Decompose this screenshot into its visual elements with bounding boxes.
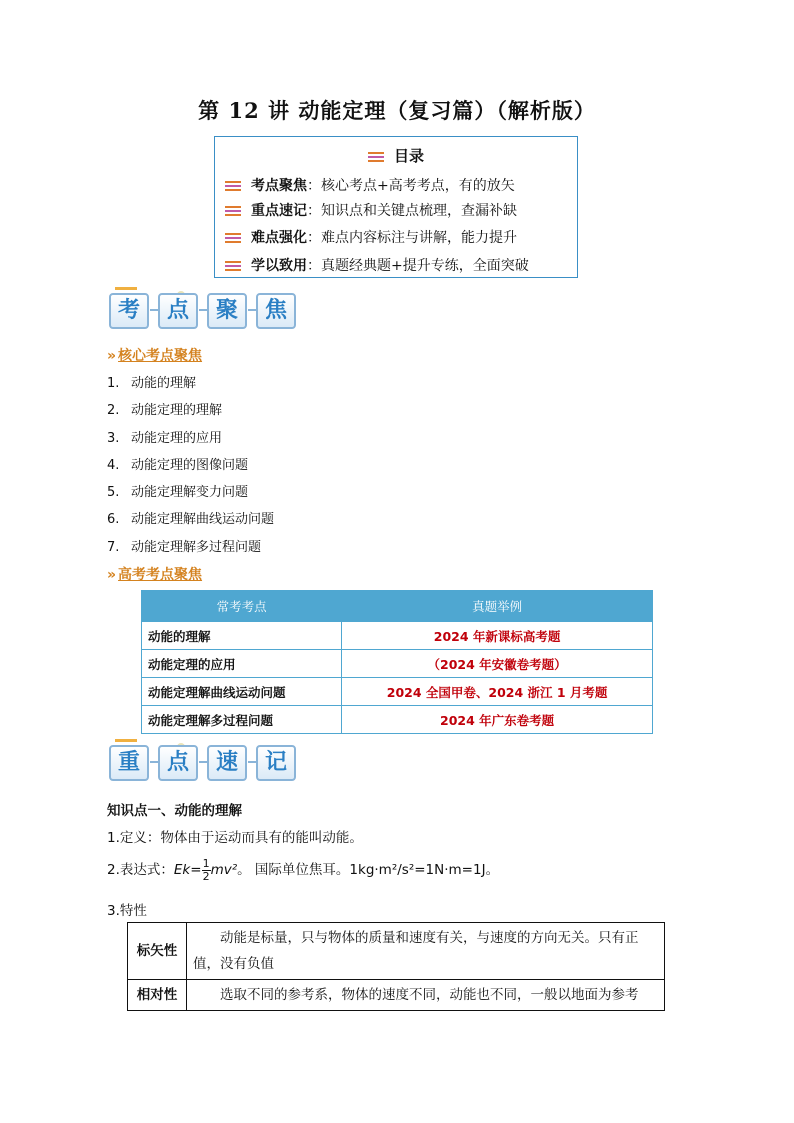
table-row: [142, 622, 653, 650]
toc-item: 考点聚焦：核心考点+高考考点，有的放矢: [225, 175, 515, 195]
table-header-row: [142, 591, 653, 622]
list-item: 1. 动能的理解: [107, 376, 197, 391]
list-item: 5. 动能定理解变力问题: [107, 485, 249, 501]
section-heading-core: » 核心考点聚焦: [107, 348, 203, 364]
exam-points-table: [141, 590, 653, 734]
knowledge-point-title: 知识点一、动能的理解: [107, 803, 242, 819]
table-cell: 2024 年广东卷考题: [342, 706, 653, 734]
banner-char: 速: [207, 745, 247, 781]
toc-item: 重点速记：知识点和关键点梳理，查漏补缺: [225, 200, 517, 220]
table-cell: 标矢性: [128, 923, 187, 980]
table-cell: 动能定理解多过程问题: [142, 706, 342, 734]
double-chevron-icon: »: [107, 348, 117, 364]
banner-char: 焦: [256, 293, 296, 329]
list-item: 4. 动能定理的图像问题: [107, 457, 249, 473]
fraction: $\frac{1}{2}$: [202, 856, 210, 883]
list-item: 3. 动能定理的应用: [107, 430, 223, 446]
table-of-contents: [214, 136, 578, 278]
table-cell: 动能定理解曲线运动问题: [142, 678, 342, 706]
table-cell: 动能是标量，只与物体的质量和速度有关，与速度的方向无关。只有正值，没有负值: [187, 923, 665, 980]
table-cell: （2024 年安徽卷考题）: [342, 650, 653, 678]
column-header: 真题举例: [342, 591, 653, 622]
banner-decoration: [115, 739, 137, 742]
column-header: 常考考点: [142, 591, 342, 622]
list-icon: [368, 152, 384, 162]
table-row: [142, 706, 653, 734]
banner-char: 考: [109, 293, 149, 329]
section-banner-kaodian: [107, 287, 297, 333]
table-cell: 2024 全国甲卷、2024 浙江 1 月考题: [342, 678, 653, 706]
list-icon: [225, 181, 241, 191]
table-cell: 相对性: [128, 980, 187, 1011]
toc-heading: 目录: [215, 145, 577, 166]
list-item: 6. 动能定理解曲线运动问题: [107, 512, 275, 528]
table-row: [142, 678, 653, 706]
list-icon: [225, 206, 241, 216]
core-points-list: [107, 372, 274, 563]
list-item: 7. 动能定理解多过程问题: [107, 539, 262, 555]
table-cell: 动能的理解: [142, 622, 342, 650]
expression-line: 2.表达式：Ek= $\frac{1}{2}$ mv²。 国际单位焦耳。1kg·m²/s²=1N·m=1J。: [107, 856, 500, 883]
toc-item: 学以致用：真题经典题+提升专练，全面突破: [225, 255, 529, 275]
section-heading-exam: » 高考考点聚焦: [107, 567, 203, 583]
banner-char: 聚: [207, 293, 247, 329]
toc-item: 难点强化：难点内容标注与讲解，能力提升: [225, 227, 517, 247]
banner-decoration: [115, 287, 137, 290]
table-row: [128, 923, 665, 980]
banner-char: 重: [109, 745, 149, 781]
list-item: 2. 动能定理的理解: [107, 403, 223, 419]
table-row: [128, 980, 665, 1011]
table-cell: 2024 年新课标高考题: [342, 622, 653, 650]
feature-table: [127, 922, 665, 1011]
list-icon: [225, 261, 241, 271]
banner-char: 记: [256, 745, 296, 781]
section-banner-zhongdian: [107, 739, 297, 785]
feature-heading: 3.特性: [107, 903, 147, 919]
banner-char: 点: [158, 745, 198, 781]
list-icon: [225, 233, 241, 243]
table-row: [142, 650, 653, 678]
double-chevron-icon: »: [107, 567, 117, 583]
page-title: 第 12 讲 动能定理（复习篇）（解析版）: [198, 98, 596, 123]
banner-char: 点: [158, 293, 198, 329]
definition-text: 1.定义：物体由于运动而具有的能叫动能。: [107, 830, 363, 846]
table-cell: 选取不同的参考系，物体的速度不同，动能也不同，一般以地面为参考: [187, 980, 665, 1011]
table-cell: 动能定理的应用: [142, 650, 342, 678]
